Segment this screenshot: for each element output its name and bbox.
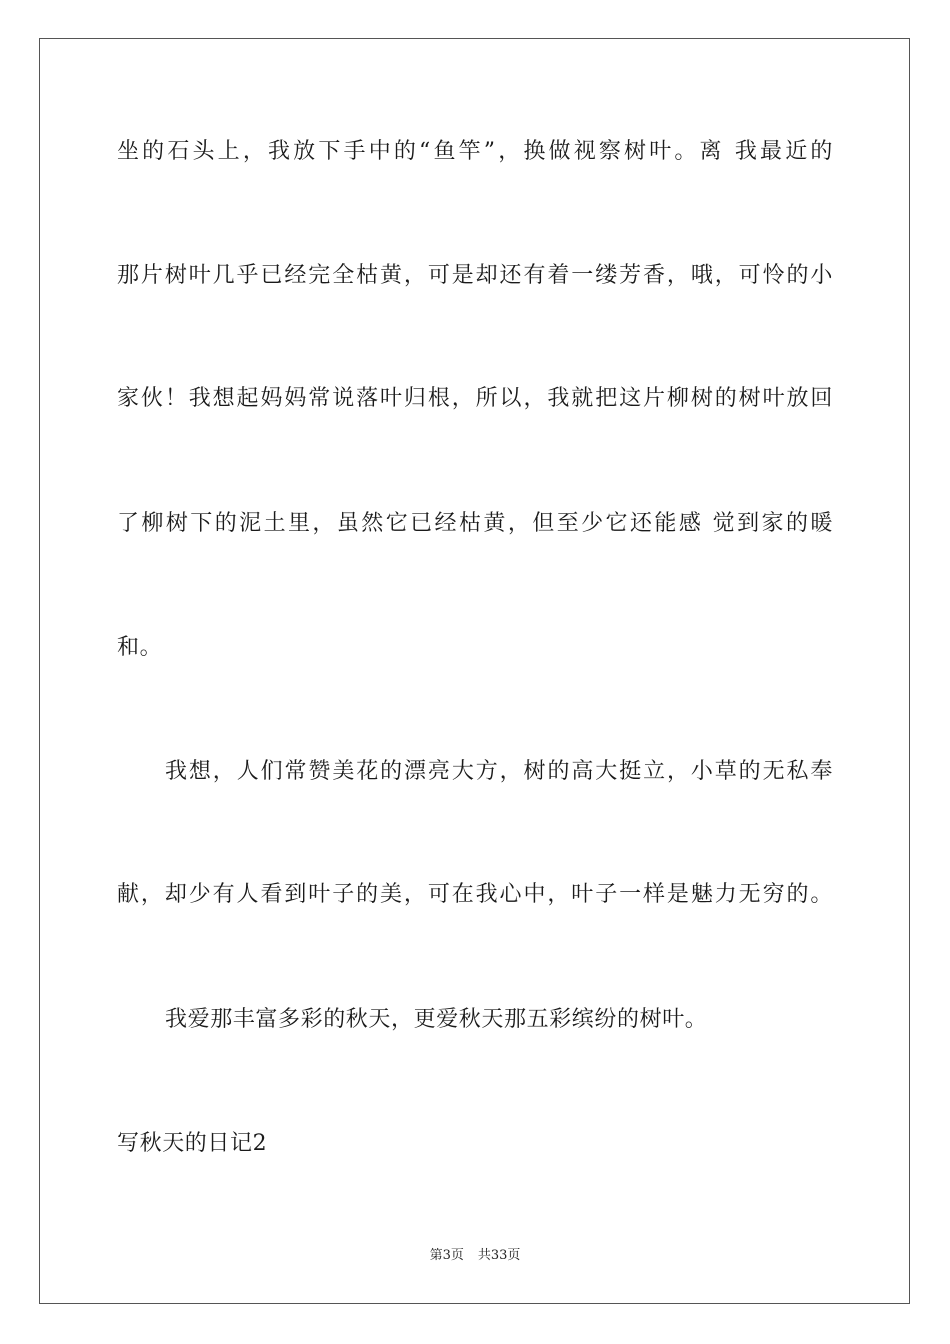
page-number: 第3页 [429, 1248, 464, 1263]
paragraph-line: 和。 [117, 635, 163, 660]
paragraph-line: 我爱那丰富多彩的秋天，更爱秋天那五彩缤纷的树叶。 [165, 1007, 708, 1032]
paragraph-line: 献，却少有人看到叶子的美，可在我心中，叶子一样是魅力无穷的。 [117, 882, 833, 907]
page-footer [0, 1247, 950, 1265]
page-frame [39, 38, 910, 1304]
paragraph-line: 家伙！我想起妈妈常说落叶归根，所以，我就把这片柳树的树叶放回 [117, 386, 833, 411]
paragraph-line: 那片树叶几乎已经完全枯黄，可是却还有着一缕芳香，哦，可怜的小 [117, 263, 833, 288]
paragraph-line: 了柳树下的泥土里，虽然它已经枯黄，但至少它还能感 觉到家的暖 [117, 511, 833, 536]
paragraph-line: 坐的石头上，我放下手中的“鱼竿”，换做视察树叶。离 我最近的 [117, 139, 833, 164]
section-heading: 写秋天的日记2 [117, 1131, 268, 1156]
paragraph-line: 我想，人们常赞美花的漂亮大方，树的高大挺立，小草的无私奉 [165, 759, 833, 784]
page-total: 共33页 [477, 1248, 521, 1263]
